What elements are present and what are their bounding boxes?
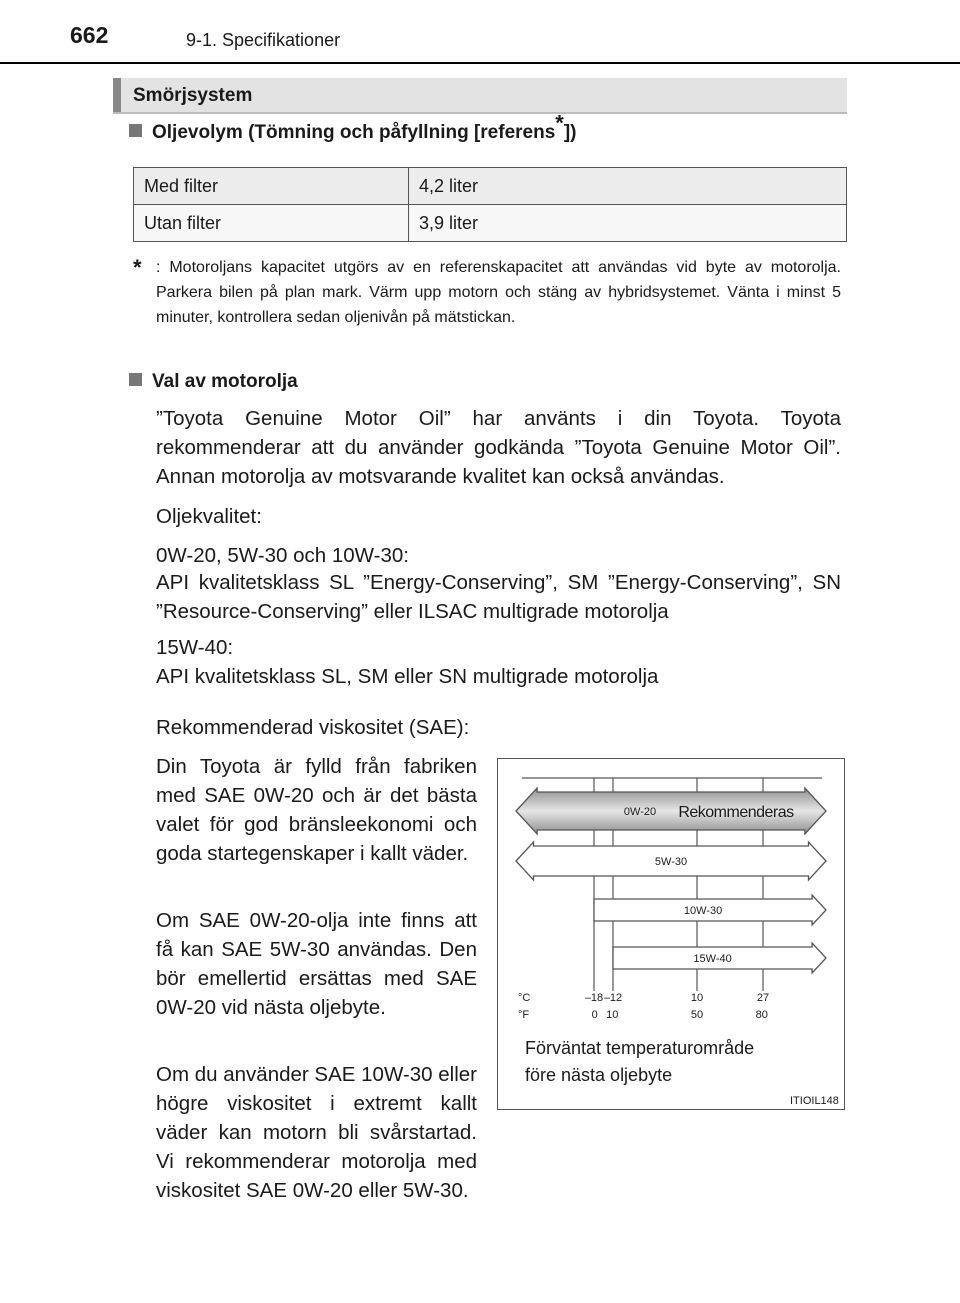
bullet-square-icon <box>129 373 142 386</box>
oil-choice-heading <box>129 371 298 393</box>
bar-label-15w-40: 15W-40 <box>693 953 732 965</box>
footnote <box>133 255 841 326</box>
oil-choice-intro: ”Toyota Genuine Motor Oil” har använts i din Toyota. Toyota rekommenderar att du använder godkända ”Toyota Genuine Motor Oil”. Annan motorolja av motsvarande kvalitet kan också användas. <box>156 407 841 488</box>
page-number: 662 <box>70 22 109 48</box>
tick-label-fahrenheit: 80 <box>755 1009 768 1021</box>
chart-caption-line-1: Förväntat temperaturområde <box>525 1038 755 1058</box>
oil-volume-heading-suffix: ]) <box>563 122 577 143</box>
oil-volume-heading-text: Oljevolym (Tömning och påfyllning [referens <box>152 122 556 143</box>
chart-caption-line-2: före nästa oljebyte <box>525 1065 673 1085</box>
table-row <box>134 205 847 242</box>
oil-volume-heading <box>129 110 577 144</box>
tick-label-celsius: 10 <box>690 992 704 1004</box>
spec1-grade: 0W-20, 5W-30 och 10W-30: <box>156 544 409 567</box>
table-cell-value: 4,2 liter <box>409 168 847 205</box>
tick-label-celsius: 27 <box>756 992 770 1004</box>
recommended-label: Rekommenderas <box>678 804 794 821</box>
section-bar-accent <box>113 78 121 112</box>
axis-unit-fahrenheit: °F <box>518 1009 530 1021</box>
spec1-description: API kvalitetsklass SL ”Energy-Conserving”, SM ”Energy-Conserving”, SN ”Resource-Conserving” eller ILSAC multigrade motorolja <box>156 571 841 623</box>
quality-label: Oljekvalitet: <box>156 505 262 528</box>
viscosity-paragraph-2: Om SAE 0W-20-olja inte finns att få kan SAE 5W-30 användas. Den bör emellertid ersättas med SAE 0W-20 vid nästa oljebyte. <box>156 909 477 1019</box>
header-rule <box>0 62 960 64</box>
tick-label-fahrenheit: 0 <box>591 1009 598 1021</box>
footnote-text: : Motoroljans kapacitet utgörs av en referenskapacitet att användas vid byte av motorolja. Parkera bilen på plan mark. Värm upp motorn och stäng av hybridsystemet. Vänta i minst 5 minuter, kontrollera sedan oljenivån på mätstickan. <box>156 259 841 326</box>
viscosity-label: Rekommenderad viskositet (SAE): <box>156 716 470 739</box>
tick-label-celsius: –18 <box>584 992 604 1004</box>
table-cell-label: Med filter <box>134 168 409 205</box>
reference-star: * <box>555 110 564 136</box>
viscosity-paragraph-1: Din Toyota är fylld från fabriken med SAE 0W-20 och är det bästa valet för god bränsleekonomi och goda startegenskaper i kallt väder. <box>156 755 477 865</box>
table-cell-value: 3,9 liter <box>409 205 847 242</box>
chapter-title: 9-1. Specifikationer <box>186 30 341 50</box>
tick-label-fahrenheit: 10 <box>606 1009 619 1021</box>
bullet-square-icon <box>129 124 142 137</box>
axis-unit-celsius: °C <box>518 992 531 1004</box>
table-row <box>134 168 847 205</box>
oil-volume-table <box>133 167 847 242</box>
chart-caption <box>525 1035 754 1089</box>
bar-label-10w-30: 10W-30 <box>683 905 723 917</box>
bar-label-0w-20: 0W-20 <box>623 806 657 818</box>
tick-label-celsius: –12 <box>603 992 623 1004</box>
spec2-description: API kvalitetsklass SL, SM eller SN multigrade motorolja <box>156 665 659 688</box>
footnote-mark: * <box>133 255 142 280</box>
table-cell-label: Utan filter <box>134 205 409 242</box>
bar-label-5w-30: 5W-30 <box>654 856 688 868</box>
tick-label-fahrenheit: 50 <box>690 1009 704 1021</box>
figure-code: ITIOIL148 <box>790 1095 839 1107</box>
viscosity-paragraph-3: Om du använder SAE 10W-30 eller högre viskositet i extremt kallt väder kan motorn bli svårstartad. Vi rekommenderar motorolja med viskositet SAE 0W-20 eller 5W-30. <box>156 1063 477 1202</box>
oil-choice-heading-text: Val av motorolja <box>152 371 298 392</box>
section-rule <box>113 112 847 114</box>
section-title: Smörjsystem <box>133 85 253 106</box>
spec2-grade: 15W-40: <box>156 636 234 659</box>
